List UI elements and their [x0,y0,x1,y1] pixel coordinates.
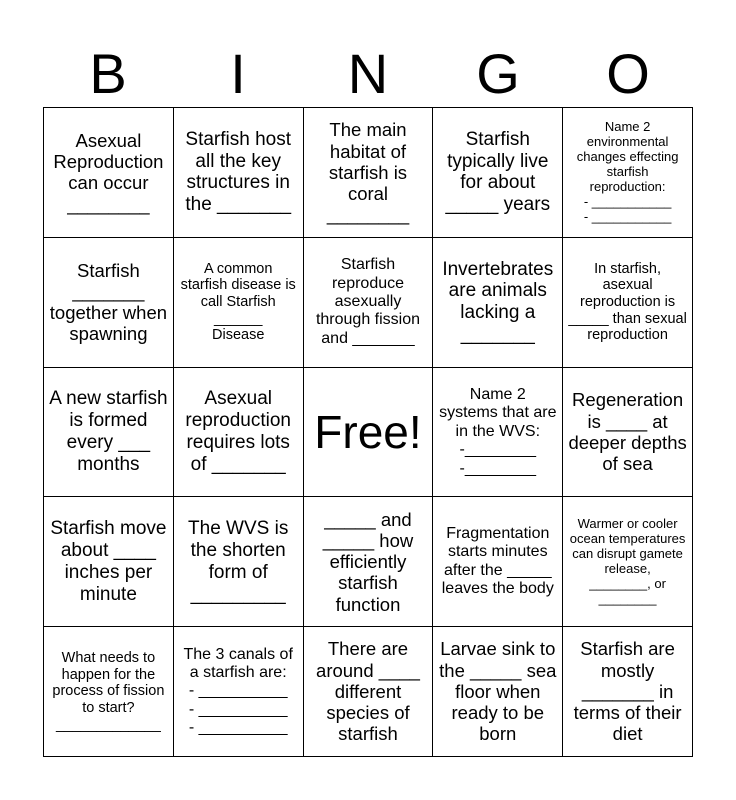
header-letter-n: N [347,42,389,105]
bingo-cell-b4: Starfish move about ____ inches per minute [44,497,174,627]
bingo-cell-b3: A new starfish is formed every ___ months [44,368,174,498]
bingo-cell-i2: A common starfish disease is call Starfish ______ Disease [174,238,304,368]
bingo-cell-o4: Warmer or cooler ocean temperatures can disrupt gamete release, ________, or ________ [563,497,693,627]
bingo-cell-g1: Starfish typically live for about _____ years [433,108,563,238]
header-letter-i: I [230,42,246,105]
bingo-header [43,38,693,110]
bingo-cell-o2: In starfish, asexual reproduction is _____ than sexual reproduction [563,238,693,368]
bingo-cell-b2: Starfish _______ together when spawning [44,238,174,368]
bingo-cell-o5: Starfish are mostly _______ in terms of their diet [563,627,693,757]
header-letter-b: B [89,42,127,105]
bingo-cell-n2: Starfish reproduce asexually through fission and _______ [304,238,434,368]
free-space: Free! [304,368,434,498]
bingo-cell-n1: The main habitat of starfish is coral ________ [304,108,434,238]
header-letter-o: O [606,42,650,105]
bingo-cell-o1: Name 2 environmental changes effecting starfish reproduction: - ___________ - ___________ [563,108,693,238]
bingo-cell-g4: Fragmentation starts minutes after the _____ leaves the body [433,497,563,627]
bingo-cell-g3: Name 2 systems that are in the WVS: -________ -________ [433,368,563,498]
header-letter-g: G [476,42,520,105]
bingo-card [43,107,693,757]
bingo-cell-b1: Asexual Reproduction can occur ________ [44,108,174,238]
bingo-cell-n5: There are around ____ different species of starfish [304,627,434,757]
bingo-cell-g5: Larvae sink to the _____ sea floor when ready to be born [433,627,563,757]
bingo-cell-i5: The 3 canals of a starfish are: - __________ - __________ - __________ [174,627,304,757]
bingo-cell-i3: Asexual reproduction requires lots of _______ [174,368,304,498]
bingo-cell-n4: _____ and _____ how efficiently starfish function [304,497,434,627]
bingo-cell-g2: Invertebrates are animals lacking a _______ [433,238,563,368]
bingo-cell-i1: Starfish host all the key structures in the _______ [174,108,304,238]
bingo-cell-i4: The WVS is the shorten form of _________ [174,497,304,627]
bingo-cell-o3: Regeneration is ____ at deeper depths of sea [563,368,693,498]
bingo-cell-b5: What needs to happen for the process of fission to start? _____________ [44,627,174,757]
